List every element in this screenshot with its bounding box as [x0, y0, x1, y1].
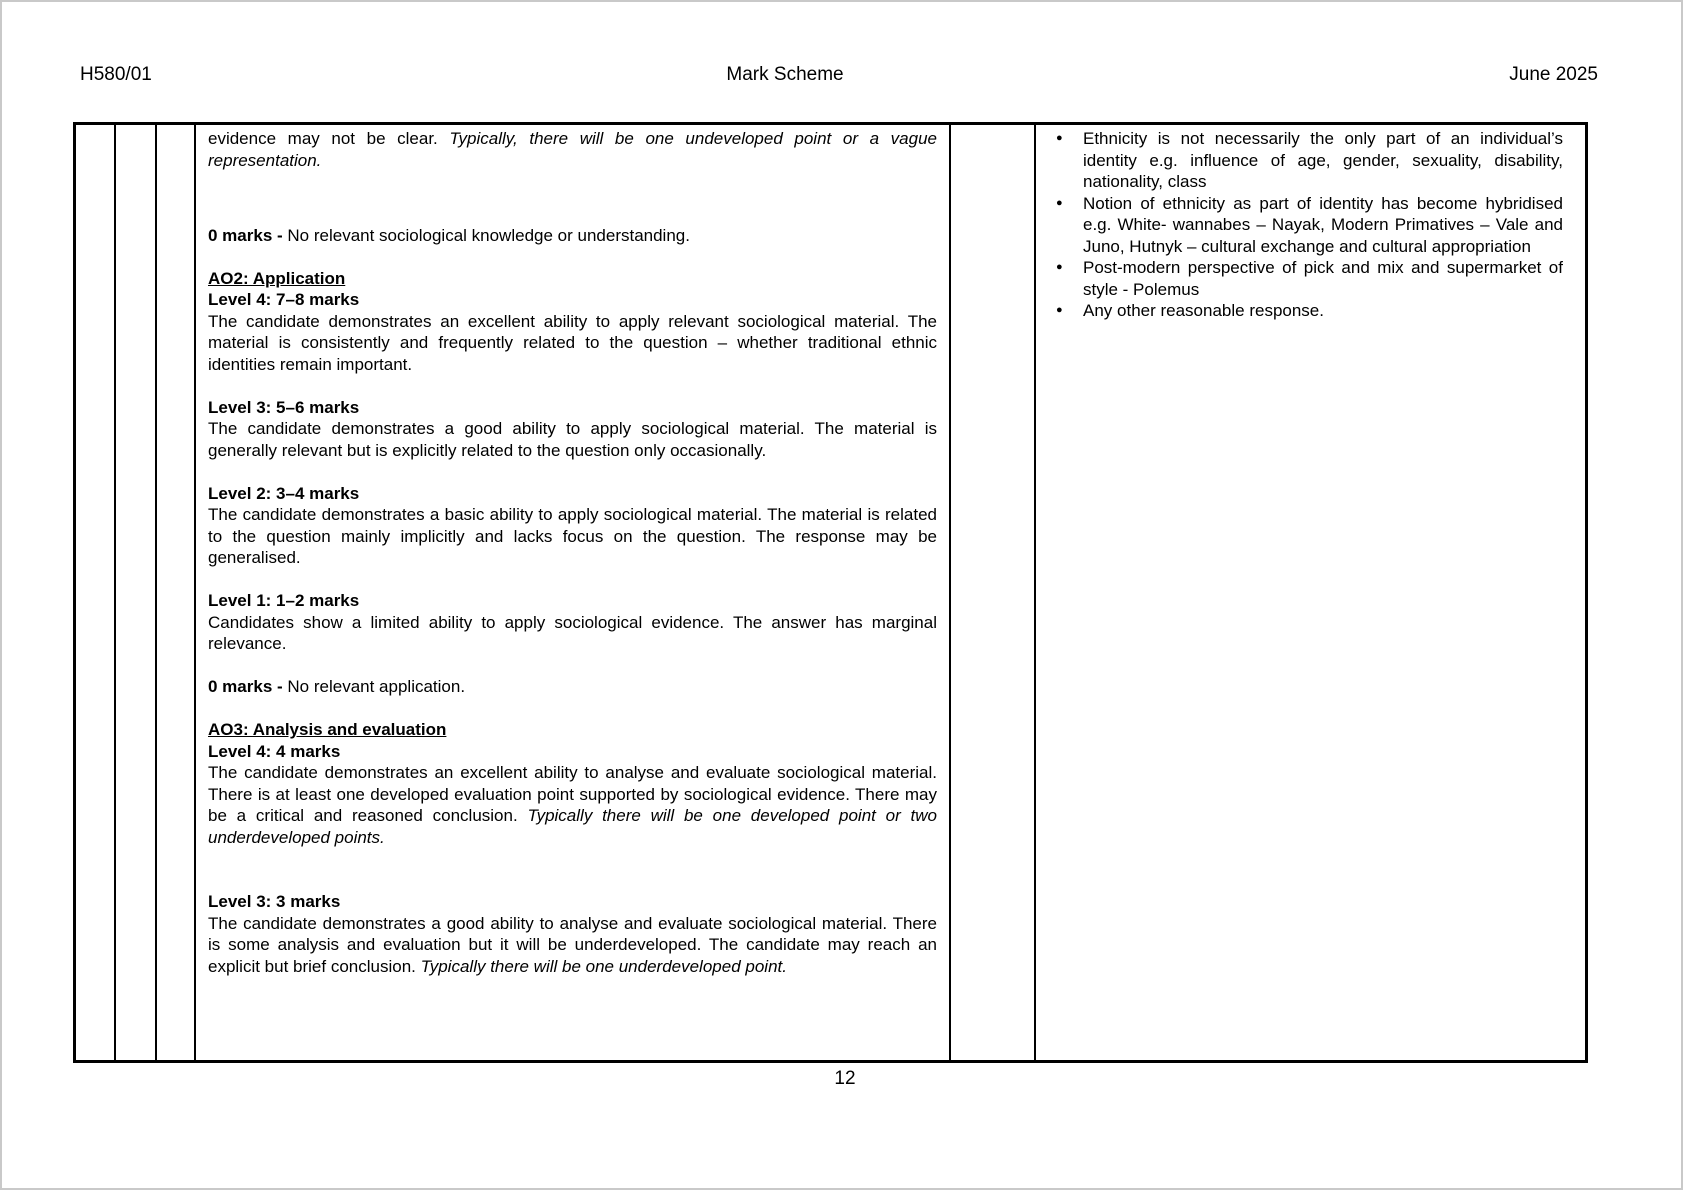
ao2-level3-descriptor: The candidate demonstrates a good ability to apply sociological material. The material is generally relevant but is explicitly related to the question only occasionally.: [208, 419, 937, 460]
ao2-level4-descriptor: The candidate demonstrates an excellent ability to apply relevant sociological material. The material is consistently and frequently related to the question – whether traditional ethnic identities remain important.: [208, 311, 937, 374]
header-session-date: June 2025: [1509, 64, 1598, 85]
ao3-level4-heading: Level 4: 4 marks: [208, 741, 341, 761]
ao3-level3-descriptor: The candidate demonstrates a good ability to analyse and evaluate sociological material. There is some analysis and evaluation but it will be underdeveloped. The candidate may reach an explicit but brief conclusion. Typically there will be one underdeveloped point.: [208, 913, 937, 976]
guidance-bullet-text: Any other reasonable response.: [1083, 301, 1324, 320]
bullet-icon: ●: [1056, 196, 1063, 209]
guidance-bullet: [1036, 300, 1563, 322]
ao2-level3-heading: Level 3: 5–6 marks: [208, 397, 360, 417]
mark-scheme-table: [73, 122, 1588, 1063]
ao3-level3-heading: Level 3: 3 marks: [208, 892, 341, 912]
header-paper-code: H580/01: [80, 64, 152, 85]
guidance-bullet: [1036, 128, 1563, 193]
ao3-heading: AO3: Analysis and evaluation: [208, 720, 447, 740]
guidance-bullet: [1036, 257, 1563, 300]
marks-column: [951, 125, 1036, 1060]
header-document-title: Mark Scheme: [726, 64, 844, 85]
ao2-level1-descriptor: Candidates show a limited ability to apply sociological evidence. The answer has marginal relevance.: [208, 612, 937, 654]
ao2-heading: AO2: Application: [208, 268, 346, 288]
ao2-level2-descriptor: The candidate demonstrates a basic ability to apply sociological material. The material is related to the question mainly implicitly and lacks focus on the question. The response may be generalised.: [208, 505, 937, 568]
question-number-column: [76, 125, 116, 1060]
question-subpart-column: [157, 125, 196, 1060]
guidance-bullet-text: Notion of ethnicity as part of identity has become hybridised e.g. White- wannabes – Nayak, Modern Primatives – Vale and Juno, Hutnyk – cultural exchange and cultural appropriation: [1083, 193, 1563, 256]
levels-intro-continuation: evidence may not be clear. Typically, there will be one undeveloped point or a vague representation.: [208, 129, 937, 170]
ao2-level1-heading: Level 1: 1–2 marks: [208, 591, 360, 611]
guidance-column: [1036, 125, 1585, 1060]
ao2-level2-heading: Level 2: 3–4 marks: [208, 483, 360, 503]
answer-column: [196, 125, 951, 1060]
guidance-bullet-text: Post-modern perspective of pick and mix and supermarket of style - Polemus: [1083, 258, 1563, 299]
ao2-level4-heading: Level 4: 7–8 marks: [208, 290, 360, 310]
bullet-icon: ●: [1056, 261, 1063, 273]
page-number: 12: [834, 1068, 856, 1089]
ao2-zero-marks: 0 marks - No relevant application.: [208, 677, 466, 697]
bullet-icon: ●: [1056, 304, 1063, 316]
ao3-level4-descriptor: The candidate demonstrates an excellent ability to analyse and evaluate sociological material. There is at least one developed evaluation point supported by sociological evidence. There may be a critical and reasoned conclusion. Typically there will be one developed point or two underdeveloped points.: [208, 763, 937, 847]
guidance-bullet: [1036, 193, 1563, 258]
question-part-column: [116, 125, 157, 1060]
ao1-zero-marks: 0 marks - No relevant sociological knowledge or understanding.: [208, 225, 690, 245]
guidance-bullet-text: Ethnicity is not necessarily the only part of an individual’s identity e.g. influence of age, gender, sexuality, disability, nationality, class: [1083, 129, 1563, 191]
bullet-icon: ●: [1056, 132, 1063, 144]
